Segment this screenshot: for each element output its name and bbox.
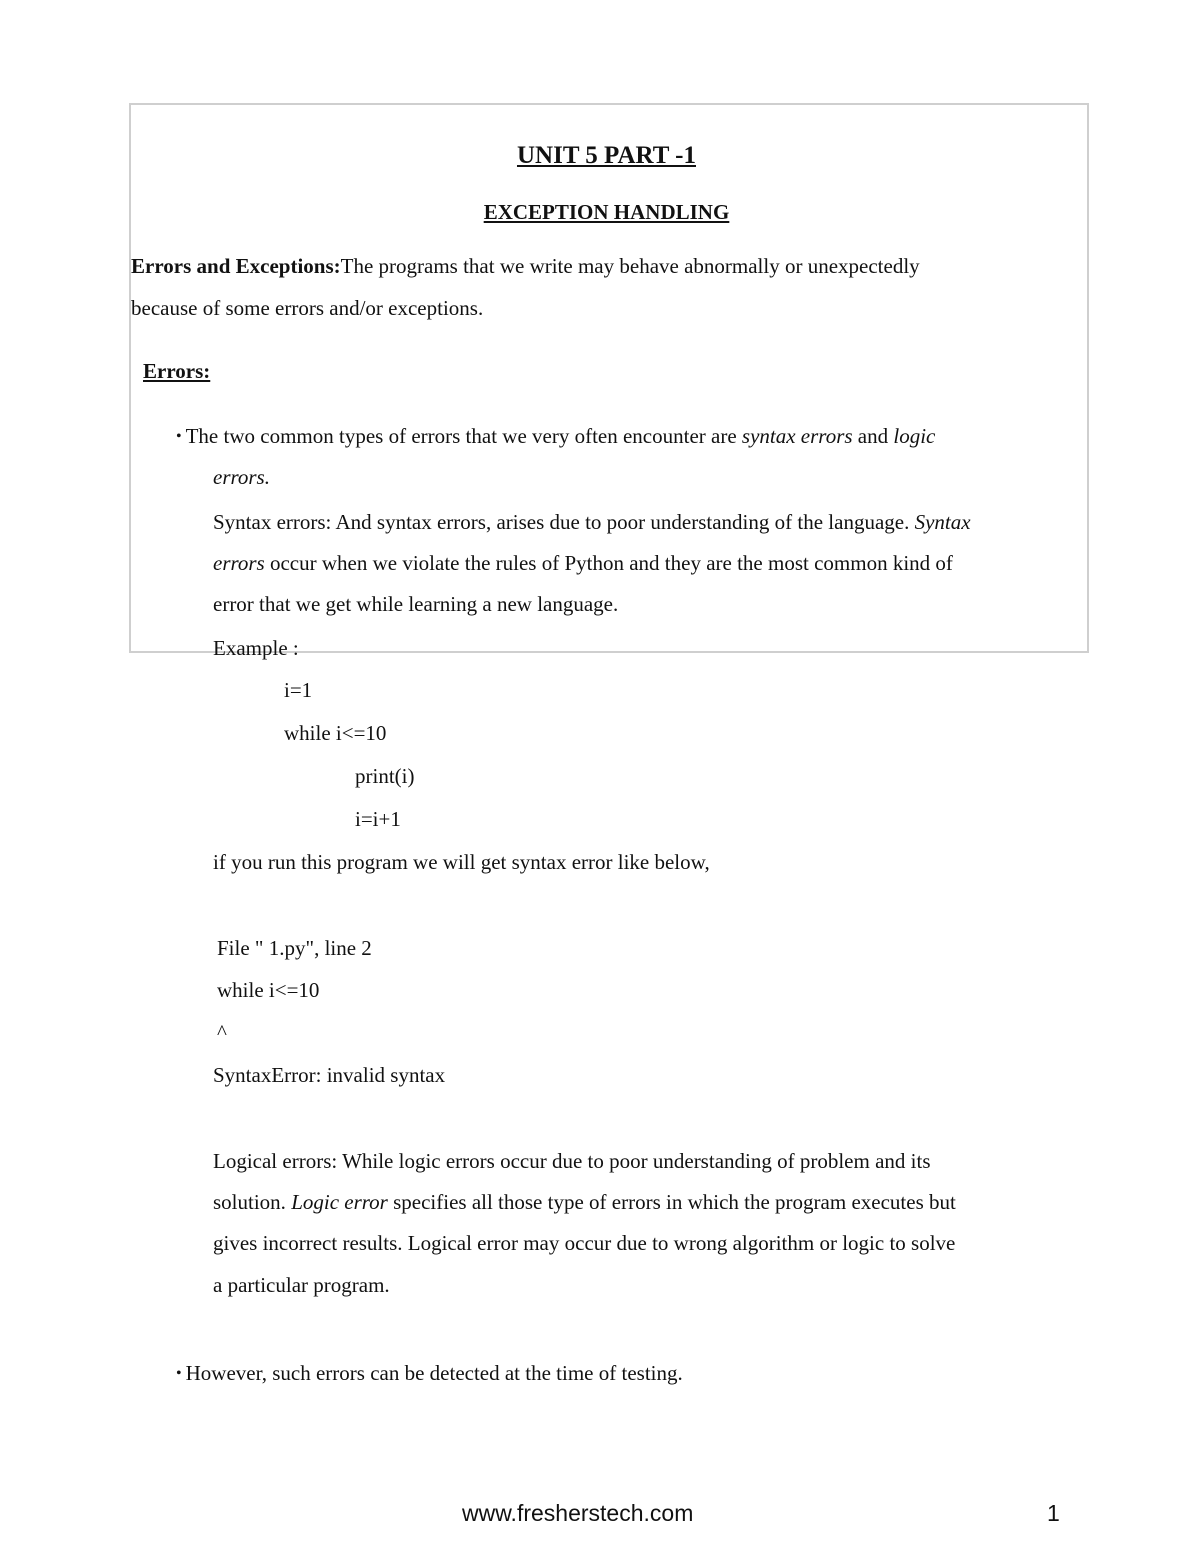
logical-line-1: Logical errors: While logic errors occur due to poor understanding of problem and its (213, 1149, 931, 1173)
syntax-line-1: Syntax errors: And syntax errors, arises due to poor understanding of the language. Syntax (213, 510, 971, 534)
code-line: print(i) (355, 764, 415, 788)
intro-text: The programs that we write may behave abnormally or unexpectedly (340, 254, 920, 278)
example-label: Example : (213, 636, 299, 660)
bullet-item-types-cont: errors. (213, 465, 270, 489)
logical-line-4: a particular program. (213, 1273, 390, 1297)
error-output-line: ^ (217, 1020, 227, 1044)
intro-line-2: because of some errors and/or exceptions. (131, 296, 484, 320)
section-title: EXCEPTION HANDLING (483, 200, 730, 224)
logical-line-3: gives incorrect results. Logical error may occur due to wrong algorithm or logic to solve (213, 1231, 956, 1255)
footer-url: www.fresherstech.com (462, 1500, 694, 1526)
error-output-line: File " 1.py", line 2 (217, 936, 372, 960)
code-line: while i<=10 (284, 721, 387, 745)
page-title: UNIT 5 PART -1 (516, 142, 696, 169)
intro-lead: Errors and Exceptions: (131, 254, 341, 278)
run-note: if you run this program we will get syntax error like below, (213, 850, 710, 874)
bullet-item-types: • The two common types of errors that we very often encounter are syntax errors and logic (176, 424, 936, 448)
errors-heading: Errors: (143, 359, 211, 383)
logical-line-2: solution. Logic error specifies all those type of errors in which the program executes but (213, 1190, 956, 1214)
error-output-line: while i<=10 (217, 978, 320, 1002)
syntax-line-2: errors occur when we violate the rules of Python and they are the most common kind of (213, 551, 953, 575)
error-output-line: SyntaxError: invalid syntax (213, 1063, 446, 1087)
intro-line-1 (131, 254, 920, 279)
bullet-item-testing: • However, such errors can be detected at the time of testing. (176, 1361, 683, 1385)
code-line: i=i+1 (355, 807, 401, 831)
bullet-icon: • (176, 428, 182, 445)
code-line: i=1 (284, 678, 313, 702)
bullet-icon: • (176, 1365, 182, 1382)
page-number: 1 (1047, 1500, 1060, 1526)
syntax-line-3: error that we get while learning a new language. (213, 592, 619, 616)
